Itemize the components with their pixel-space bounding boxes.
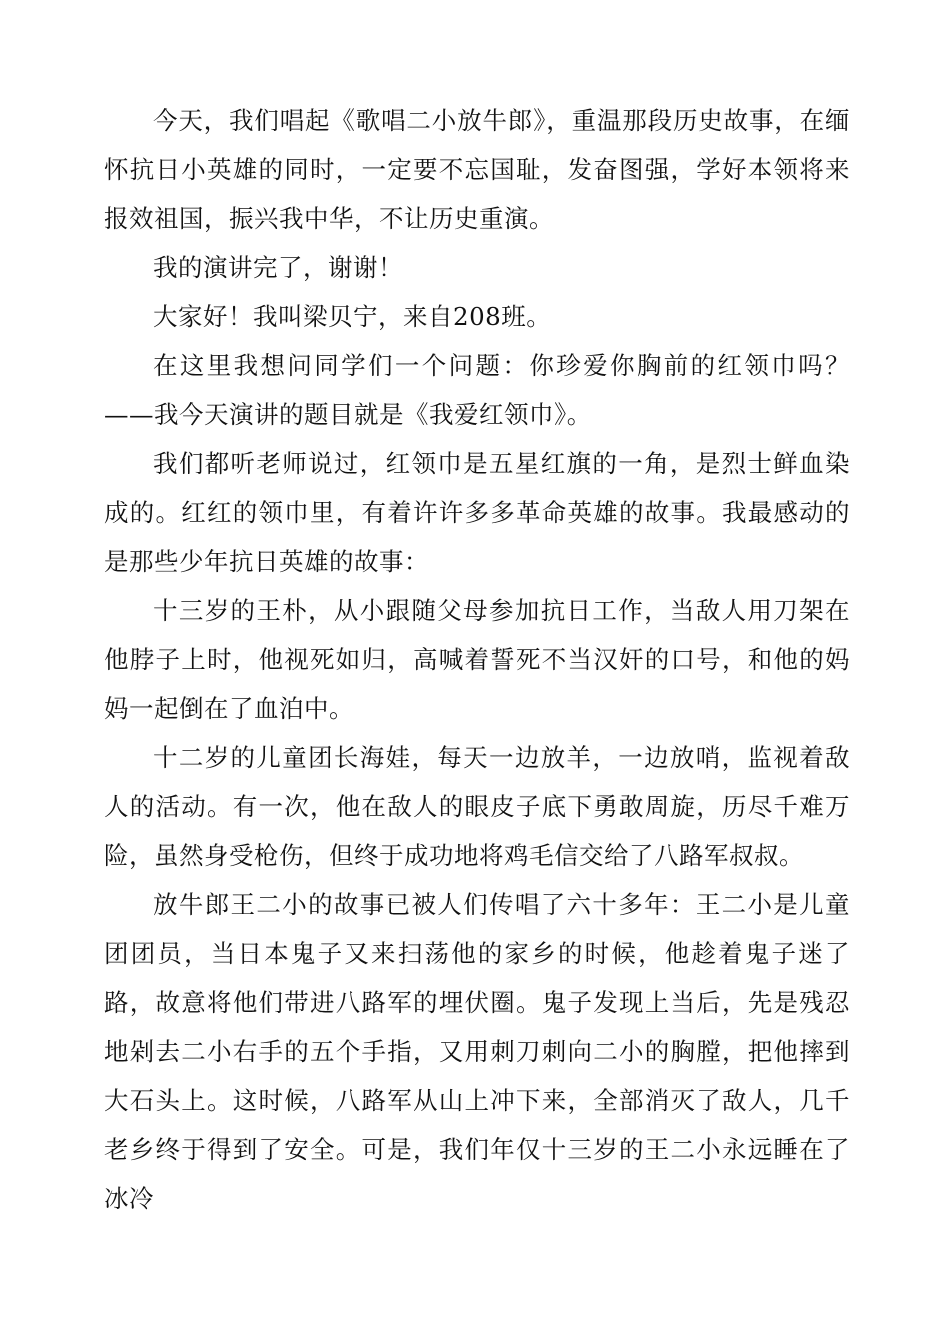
document-body xyxy=(104,96,850,1223)
paragraph-1: 今天，我们唱起《歌唱二小放牛郎》，重温那段历史故事，在缅怀抗日小英雄的同时，一定要不忘国耻，发奋图强，学好本领将来报效祖国，振兴我中华，不让历史重演。 xyxy=(104,106,850,233)
paragraph-6: 十三岁的王朴，从小跟随父母参加抗日工作，当敌人用刀架在他脖子上时，他视死如归，高喊着誓死不当汉奸的口号，和他的妈妈一起倒在了血泊中。 xyxy=(104,596,850,723)
paragraph-5: 我们都听老师说过，红领巾是五星红旗的一角，是烈士鲜血染成的。红红的领巾里，有着许许多多革命英雄的故事。我最感动的是那些少年抗日英雄的故事： xyxy=(104,449,850,576)
paragraph-3: 大家好！我叫梁贝宁，来自208班。 xyxy=(153,302,552,331)
paragraph-2: 我的演讲完了，谢谢！ xyxy=(153,253,403,282)
paragraph-7: 十二岁的儿童团长海娃，每天一边放羊，一边放哨，监视着敌人的活动。有一次，他在敌人的眼皮子底下勇敢周旋，历尽千难万险，虽然身受枪伤，但终于成功地将鸡毛信交给了八路军叔叔。 xyxy=(104,743,850,870)
paragraph-4: 在这里我想问同学们一个问题：你珍爱你胸前的红领巾吗？——我今天演讲的题目就是《我爱红领巾》。 xyxy=(104,351,850,429)
paragraph-8: 放牛郎王二小的故事已被人们传唱了六十多年：王二小是儿童团团员，当日本鬼子又来扫荡他的家乡的时候，他趁着鬼子迷了路，故意将他们带进八路军的埋伏圈。鬼子发现上当后，先是残忍地剁去二小右手的五个手指，又用刺刀刺向二小的胸膛，把他摔到大石头上。这时候，八路军从山上冲下来，全部消灭了敌人，几千老乡终于得到了安全。可是，我们年仅十三岁的王二小永远睡在了冰冷 xyxy=(104,890,850,1213)
